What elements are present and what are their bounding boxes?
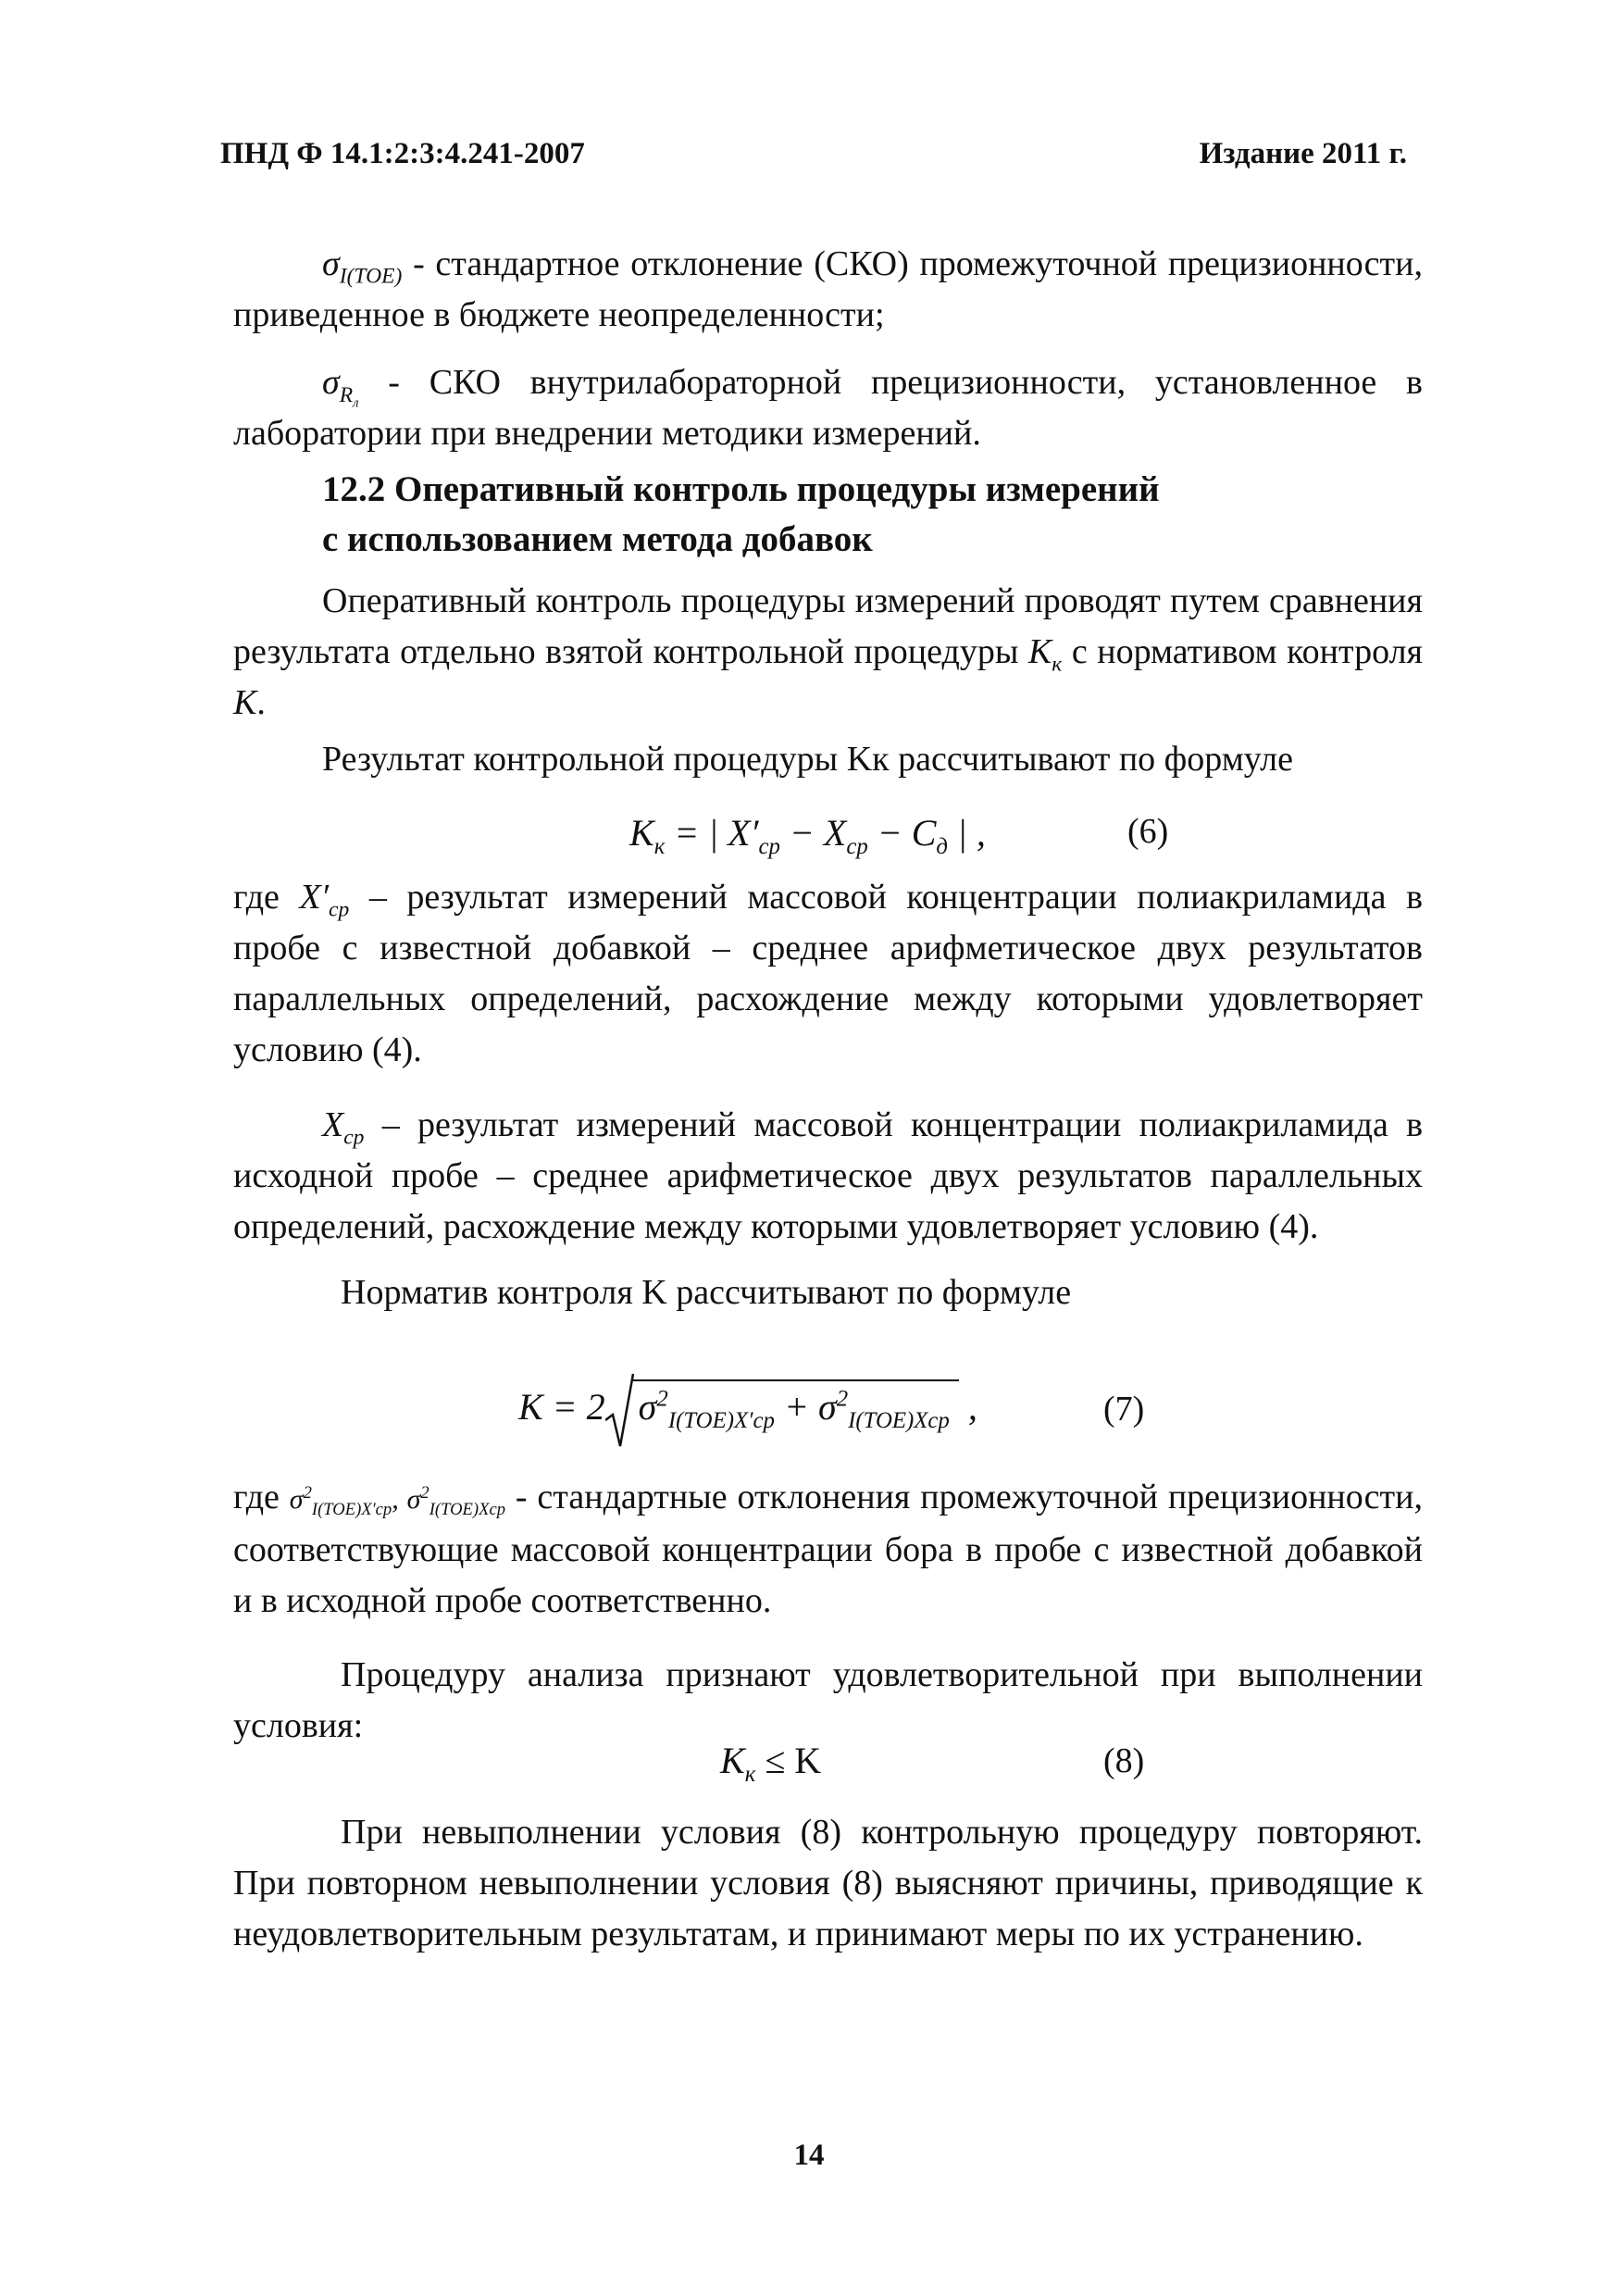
section-title-line1: 12.2 Оперативный контроль процедуры измерений: [322, 469, 1160, 509]
sigma-r-symbol: $\sigma_{R_л}$: [322, 363, 359, 411]
intro-paragraph: [233, 576, 1423, 785]
formula-7: K = 2 $\sigma^2_{I(TOE)X'ср} + \sigma^2_{I(TOE)Xср}$ ,: [518, 1379, 977, 1429]
edition-label: Издание 2011 г.: [1199, 137, 1407, 170]
section-heading: [233, 465, 1423, 565]
formula-8: $K_к \le K$: [720, 1740, 822, 1787]
formula-7-number: (7): [1103, 1390, 1145, 1429]
formula-6: $K_к$ = | $X'_{ср} - X_{ср} - C_д$ | ,: [629, 812, 986, 859]
formula-6-number: (6): [1127, 812, 1169, 851]
document-id: ПНД Ф 14.1:2:3:4.241-2007: [220, 137, 585, 170]
page-header: [220, 137, 1407, 183]
control-description: Оперативный контроль процедуры измерений проводят путем сравнения результата отдельно взятой контрольной процедуры $K_к$ с нормативом контроля K.: [233, 581, 1424, 722]
sigma-deviation-definition: где $\sigma^2_{I(TOE)X'ср}$, $\sigma^2_{I(TOE)Xср}$ - стандартные отклонения промежуточной прецизионности, соответствующие массовой концентрации бора в пробе с известной добавкой и в исходной пробе соответственно.: [233, 1478, 1423, 1620]
variables-block: [233, 872, 1423, 1318]
formula-intro-7: Норматив контроля K рассчитывают по формуле: [341, 1273, 1072, 1312]
repeat-procedure-text: При невыполнении условия (8) контрольную процедуру повторяют. При повторном невыполнении условия (8) выясняют причины, приводящие к неудовлетворительным результатам, и принимают меры по их устранению.: [233, 1813, 1423, 1953]
final-paragraph: [233, 1807, 1423, 1960]
section-title-line2: с использованием метода добавок: [322, 519, 873, 559]
sigma-r-definition: $\sigma_{R_л}$ - СКО внутрилабораторной прецизионности, установленное в лаборатории при внедрении методики измерений.: [233, 363, 1424, 453]
definitions-block: [233, 239, 1423, 459]
formula-8-number: (8): [1103, 1741, 1145, 1780]
sigma-deviation-block: [233, 1472, 1423, 1627]
sigma-i-definition: $\sigma_{I(TOE)}$ - стандартное отклонение (СКО) промежуточной прецизионности, приведенное в бюджете неопределенности;: [233, 244, 1423, 334]
x-prime-definition: где $X'_{ср}$ – результат измерений массовой концентрации полиакриламида в пробе с известной добавкой – среднее арифметическое двух результатов параллельных определений, расхождение между которыми удовлетворяет условию (4).: [233, 878, 1424, 1069]
page-number: 14: [793, 2139, 825, 2172]
condition-block: [233, 1650, 1423, 1752]
condition-intro: Процедуру анализа признают удовлетворительной при выполнении условия:: [233, 1655, 1423, 1745]
sigma-i-toe-symbol: $\sigma_{I(TOE)}$: [322, 244, 403, 289]
sqrt-icon: [605, 1372, 635, 1448]
formula-intro-6: Результат контрольной процедуры Kк рассчитывают по формуле: [322, 740, 1293, 779]
x-definition: $X_{ср}$ – результат измерений массовой концентрации полиакриламида в исходной пробе – среднее арифметическое двух результатов параллельных определений, расхождение между которыми удовлетворяет условию (4).: [233, 1105, 1424, 1246]
